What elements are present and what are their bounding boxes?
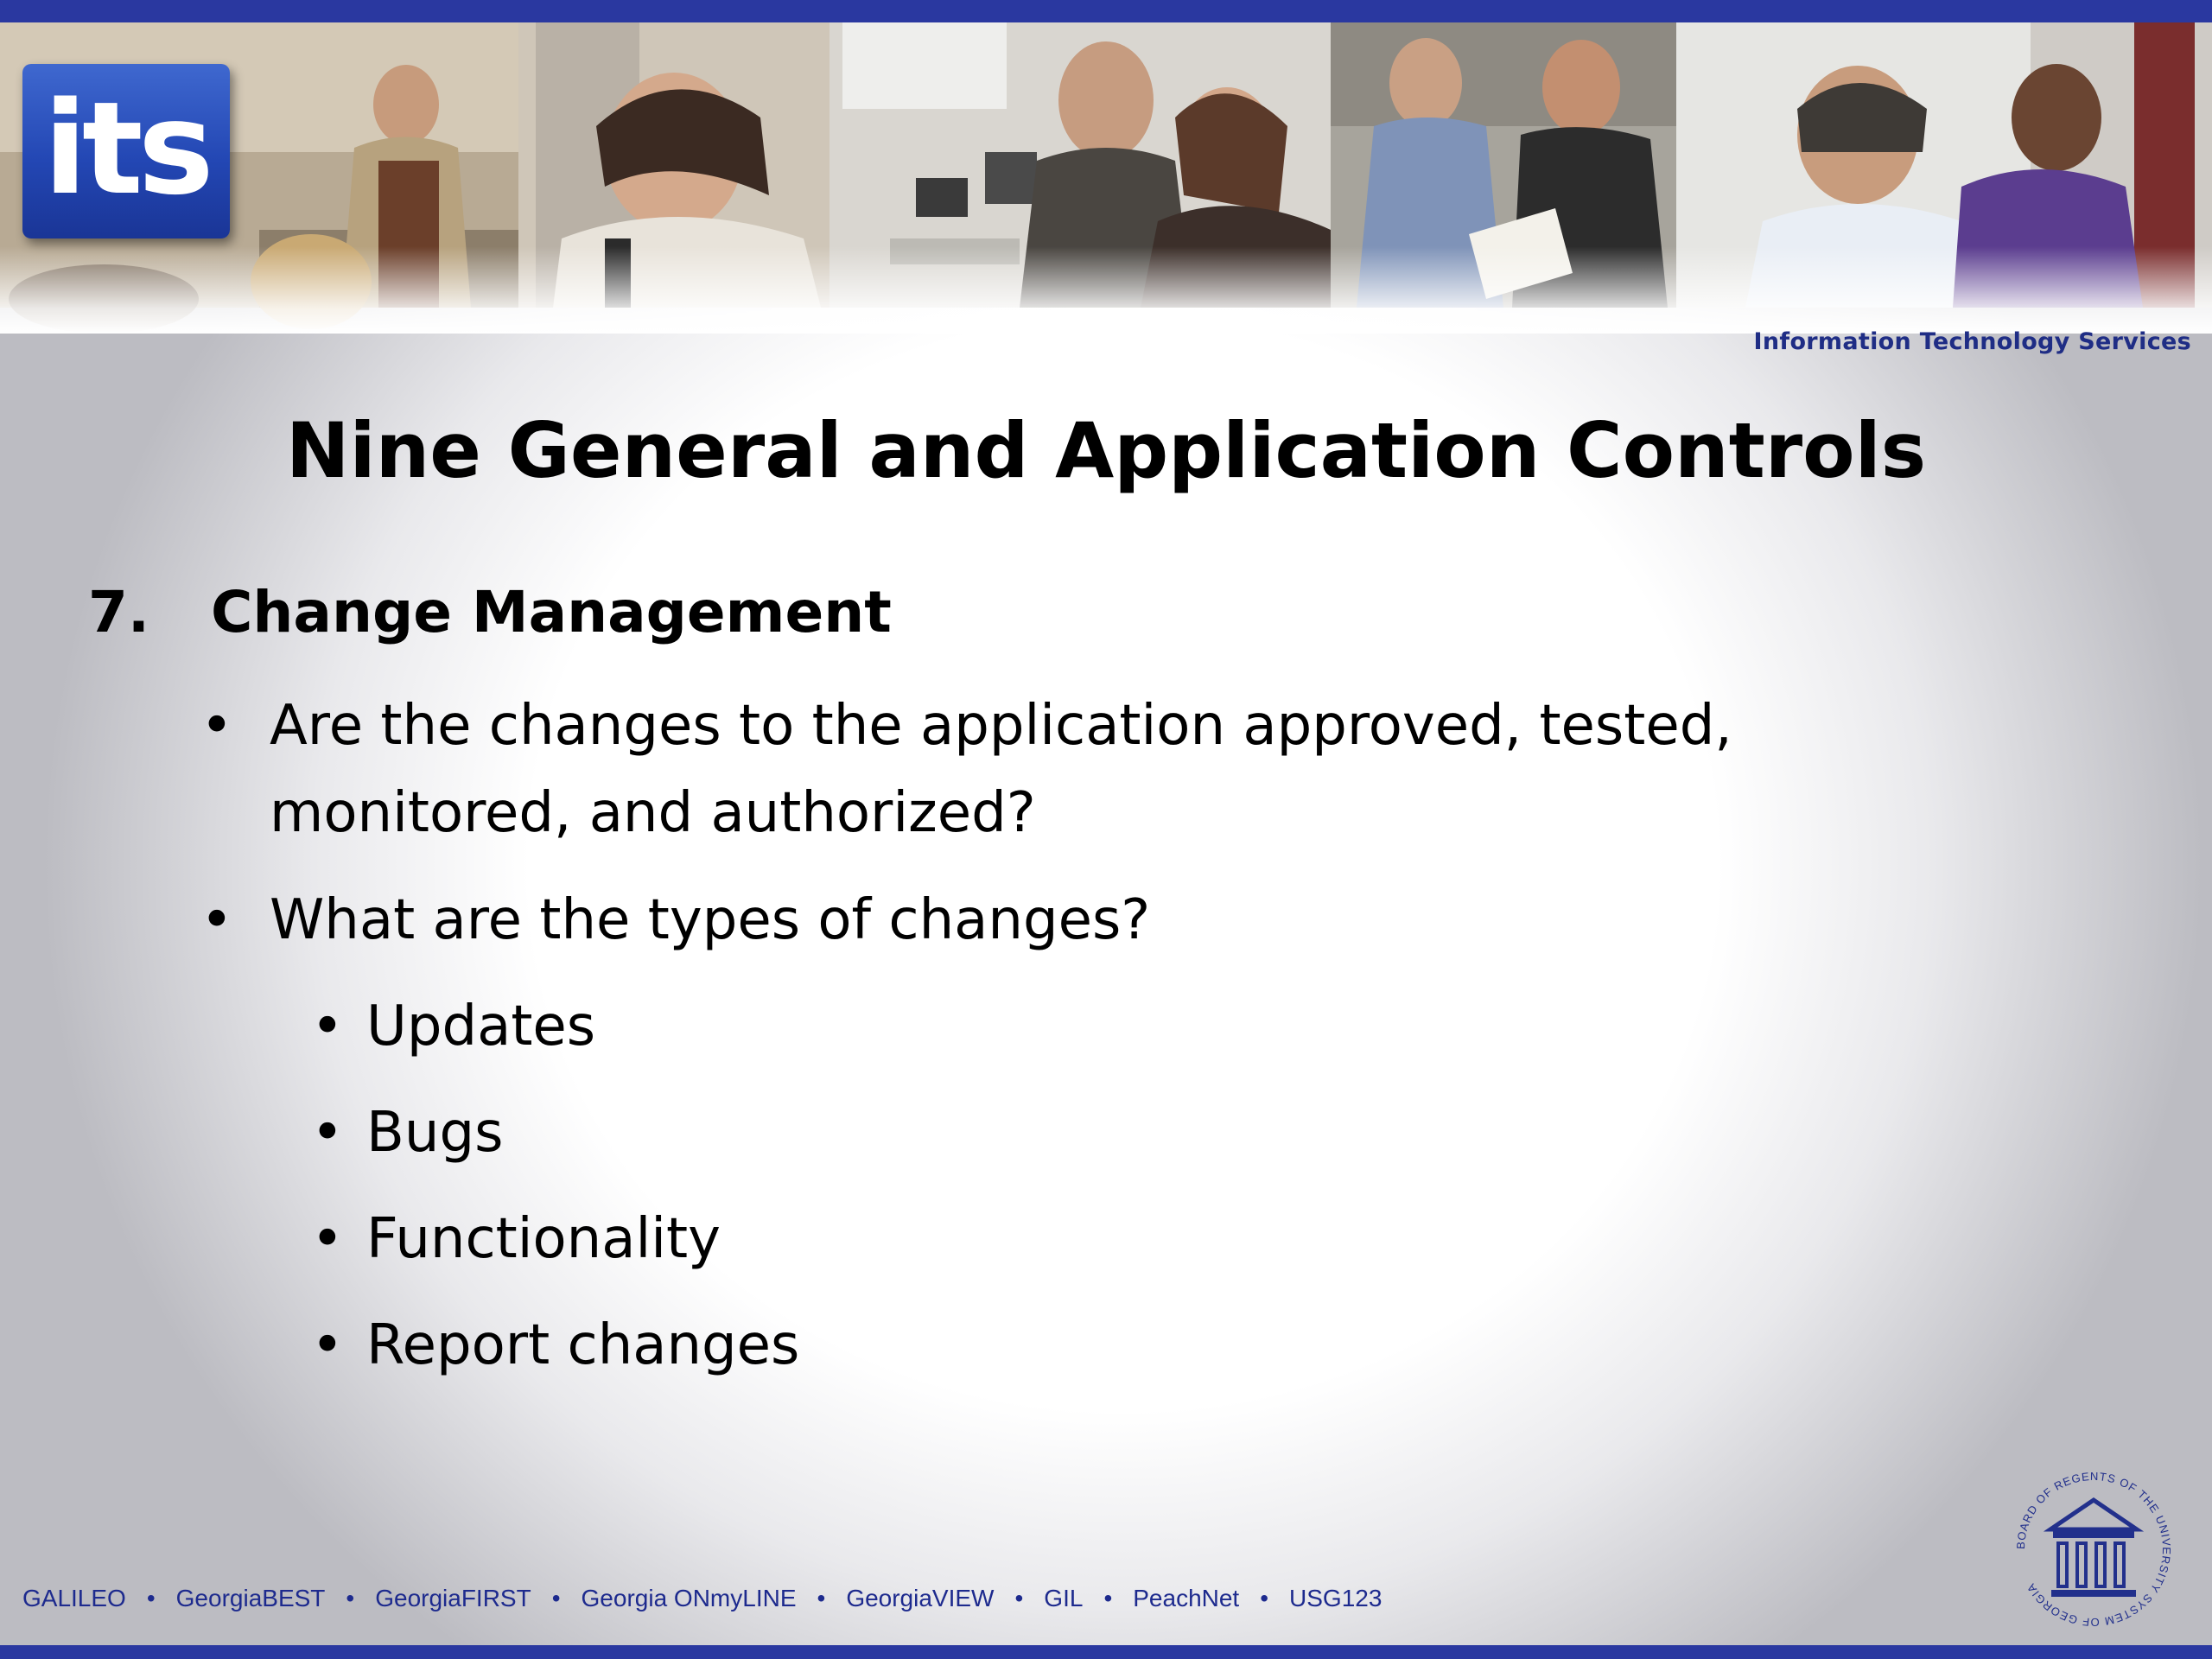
- bullet-dot: •: [200, 888, 233, 952]
- bullet-text-line: monitored, and authorized?: [270, 781, 1036, 845]
- footer-link-georgiafirst[interactable]: GeorgiaFIRST: [375, 1585, 531, 1611]
- footer-link-georgia-onmyline[interactable]: Georgia ONmyLINE: [581, 1585, 797, 1611]
- bullet-dot: •: [311, 1313, 344, 1377]
- footer-separator: •: [346, 1585, 355, 1611]
- sub-bullet-text: Report changes: [366, 1313, 800, 1377]
- svg-text:BOARD OF REGENTS OF THE UNIVER: [2014, 1470, 2173, 1629]
- sub-bullet-item: [311, 1302, 800, 1389]
- footer-link-georgiaview[interactable]: GeorgiaVIEW: [846, 1585, 995, 1611]
- sub-bullet-item: [311, 983, 596, 1071]
- footer-link-galileo[interactable]: GALILEO: [22, 1585, 126, 1611]
- header-photo-collage: [0, 22, 2212, 334]
- sub-bullet-text: Updates: [366, 995, 596, 1058]
- bullet-dot: •: [311, 995, 344, 1058]
- section-number: 7.: [88, 579, 149, 645]
- footer-separator: •: [1103, 1585, 1113, 1611]
- footer-separator: •: [1260, 1585, 1269, 1611]
- section-title: Change Management: [211, 579, 892, 645]
- footer-separator: •: [146, 1585, 156, 1611]
- its-logo[interactable]: its: [22, 64, 230, 238]
- footer-separator: •: [817, 1585, 826, 1611]
- footer-separator: •: [551, 1585, 561, 1611]
- bullet-dot: •: [311, 1207, 344, 1271]
- bottom-accent-bar: [0, 1645, 2212, 1659]
- bullet-dot: •: [200, 694, 233, 758]
- header-banner: [0, 22, 2212, 355]
- footer-separator: •: [1014, 1585, 1024, 1611]
- bullet-item: [200, 877, 1151, 964]
- seal-text: BOARD OF REGENTS OF THE UNIVERSITY SYSTEM OF GEORGIA: [2013, 1469, 2174, 1630]
- bullet-item: [200, 683, 1732, 857]
- footer-link-usg123[interactable]: USG123: [1289, 1585, 1382, 1611]
- slide-title: Nine General and Application Controls: [285, 406, 1927, 495]
- footer-link-gil[interactable]: GIL: [1044, 1585, 1084, 1611]
- bullet-text-line: Are the changes to the application approved, tested,: [270, 694, 1732, 758]
- bullet-text-line: What are the types of changes?: [270, 888, 1151, 952]
- footer-link-georgiabest[interactable]: GeorgiaBEST: [175, 1585, 326, 1611]
- footer-link-peachnet[interactable]: PeachNet: [1133, 1585, 1240, 1611]
- sub-bullet-text: Bugs: [366, 1101, 504, 1165]
- bullet-dot: •: [311, 1101, 344, 1165]
- top-accent-bar: [0, 0, 2212, 22]
- sub-bullet-item: [311, 1090, 504, 1177]
- usg-building-seal-icon: [2003, 1459, 2184, 1640]
- sub-bullet-text: Functionality: [366, 1207, 721, 1271]
- sub-bullet-item: [311, 1196, 721, 1283]
- section-heading: [88, 579, 892, 645]
- footer-links: [22, 1585, 1382, 1612]
- header-tagline: Information Technology Services: [1753, 328, 2191, 355]
